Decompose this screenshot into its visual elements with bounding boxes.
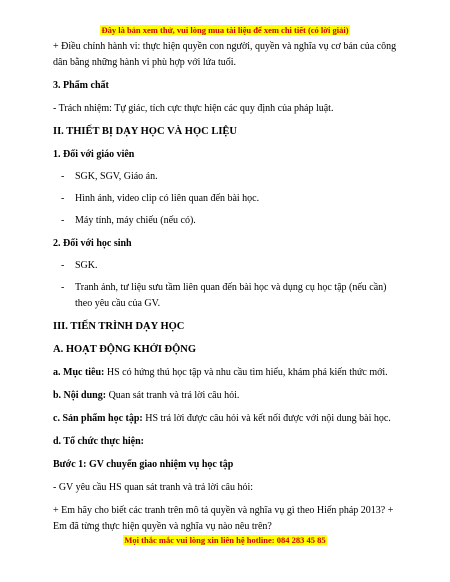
list-item: - Hình ảnh, video clip có liên quan đến bài học.: [53, 191, 403, 207]
subsection-heading: 1. Đối với giáo viên: [53, 149, 135, 160]
section-heading: 3. Phẩm chất: [53, 80, 109, 91]
label: d. Tổ chức thực hiện:: [53, 436, 144, 447]
hotline-banner: [0, 535, 450, 545]
list-bullet: -: [61, 260, 65, 271]
paragraph: + Em hãy cho biết các tranh trên mô tả quyền và nghĩa vụ gì theo Hiến pháp 2013? + Em đã từng thực hiện quyền và nghĩa vụ nào nêu trên?: [53, 505, 394, 532]
document-body: [53, 39, 403, 535]
paragraph: - Trách nhiệm: Tự giác, tích cực thực hiện các quy định của pháp luật.: [53, 103, 334, 114]
paragraph: c. Sản phẩm học tập: HS trả lời được câu hỏi và kết nối được với nội dung bài học.: [53, 413, 391, 424]
section-heading: A. HOẠT ĐỘNG KHỞI ĐỘNG: [53, 344, 197, 355]
preview-banner-text: Đây là bản xem thử, vui lòng mua tài liệu để xem chi tiết (có lời giải): [101, 25, 349, 35]
label: a. Mục tiêu:: [53, 367, 105, 378]
list-item: - Máy tính, máy chiếu (nếu có).: [53, 213, 403, 229]
list-bullet: -: [61, 171, 65, 182]
list-item: - Tranh ảnh, tư liệu sưu tầm liên quan đến bài học và dụng cụ học tập (nếu cần) theo yêu cầu của GV.: [53, 280, 403, 312]
list-item: - SGK, SGV, Giáo án.: [53, 169, 403, 185]
subsection-heading: 2. Đối với học sinh: [53, 238, 132, 249]
list-bullet: -: [61, 193, 65, 204]
hotline-banner-text: Mọi thắc mắc vui lòng xin liên hệ hotline: 084 283 45 85: [124, 535, 326, 545]
paragraph: a. Mục tiêu: HS có hứng thú học tập và nhu cầu tìm hiểu, khám phá kiến thức mới.: [53, 367, 388, 378]
section-heading: II. THIẾT BỊ DẠY HỌC VÀ HỌC LIỆU: [53, 126, 237, 137]
step-heading: Bước 1: GV chuyển giao nhiệm vụ học tập: [53, 459, 234, 470]
label: b. Nội dung:: [53, 390, 107, 401]
list-item: - SGK.: [53, 258, 403, 274]
section-heading: III. TIẾN TRÌNH DẠY HỌC: [53, 321, 185, 332]
paragraph: - GV yêu cầu HS quan sát tranh và trả lời câu hỏi:: [53, 482, 254, 493]
paragraph: b. Nội dung: Quan sát tranh và trả lời câu hỏi.: [53, 390, 240, 401]
preview-banner: [0, 25, 450, 35]
paragraph: + Điều chỉnh hành vi: thực hiện quyền con người, quyền và nghĩa vụ cơ bản của công dân bằng những hành vi phù hợp với lứa tuổi.: [53, 41, 397, 68]
list-bullet: -: [61, 215, 65, 226]
label: c. Sản phẩm học tập:: [53, 413, 143, 424]
list-bullet: -: [61, 282, 65, 293]
